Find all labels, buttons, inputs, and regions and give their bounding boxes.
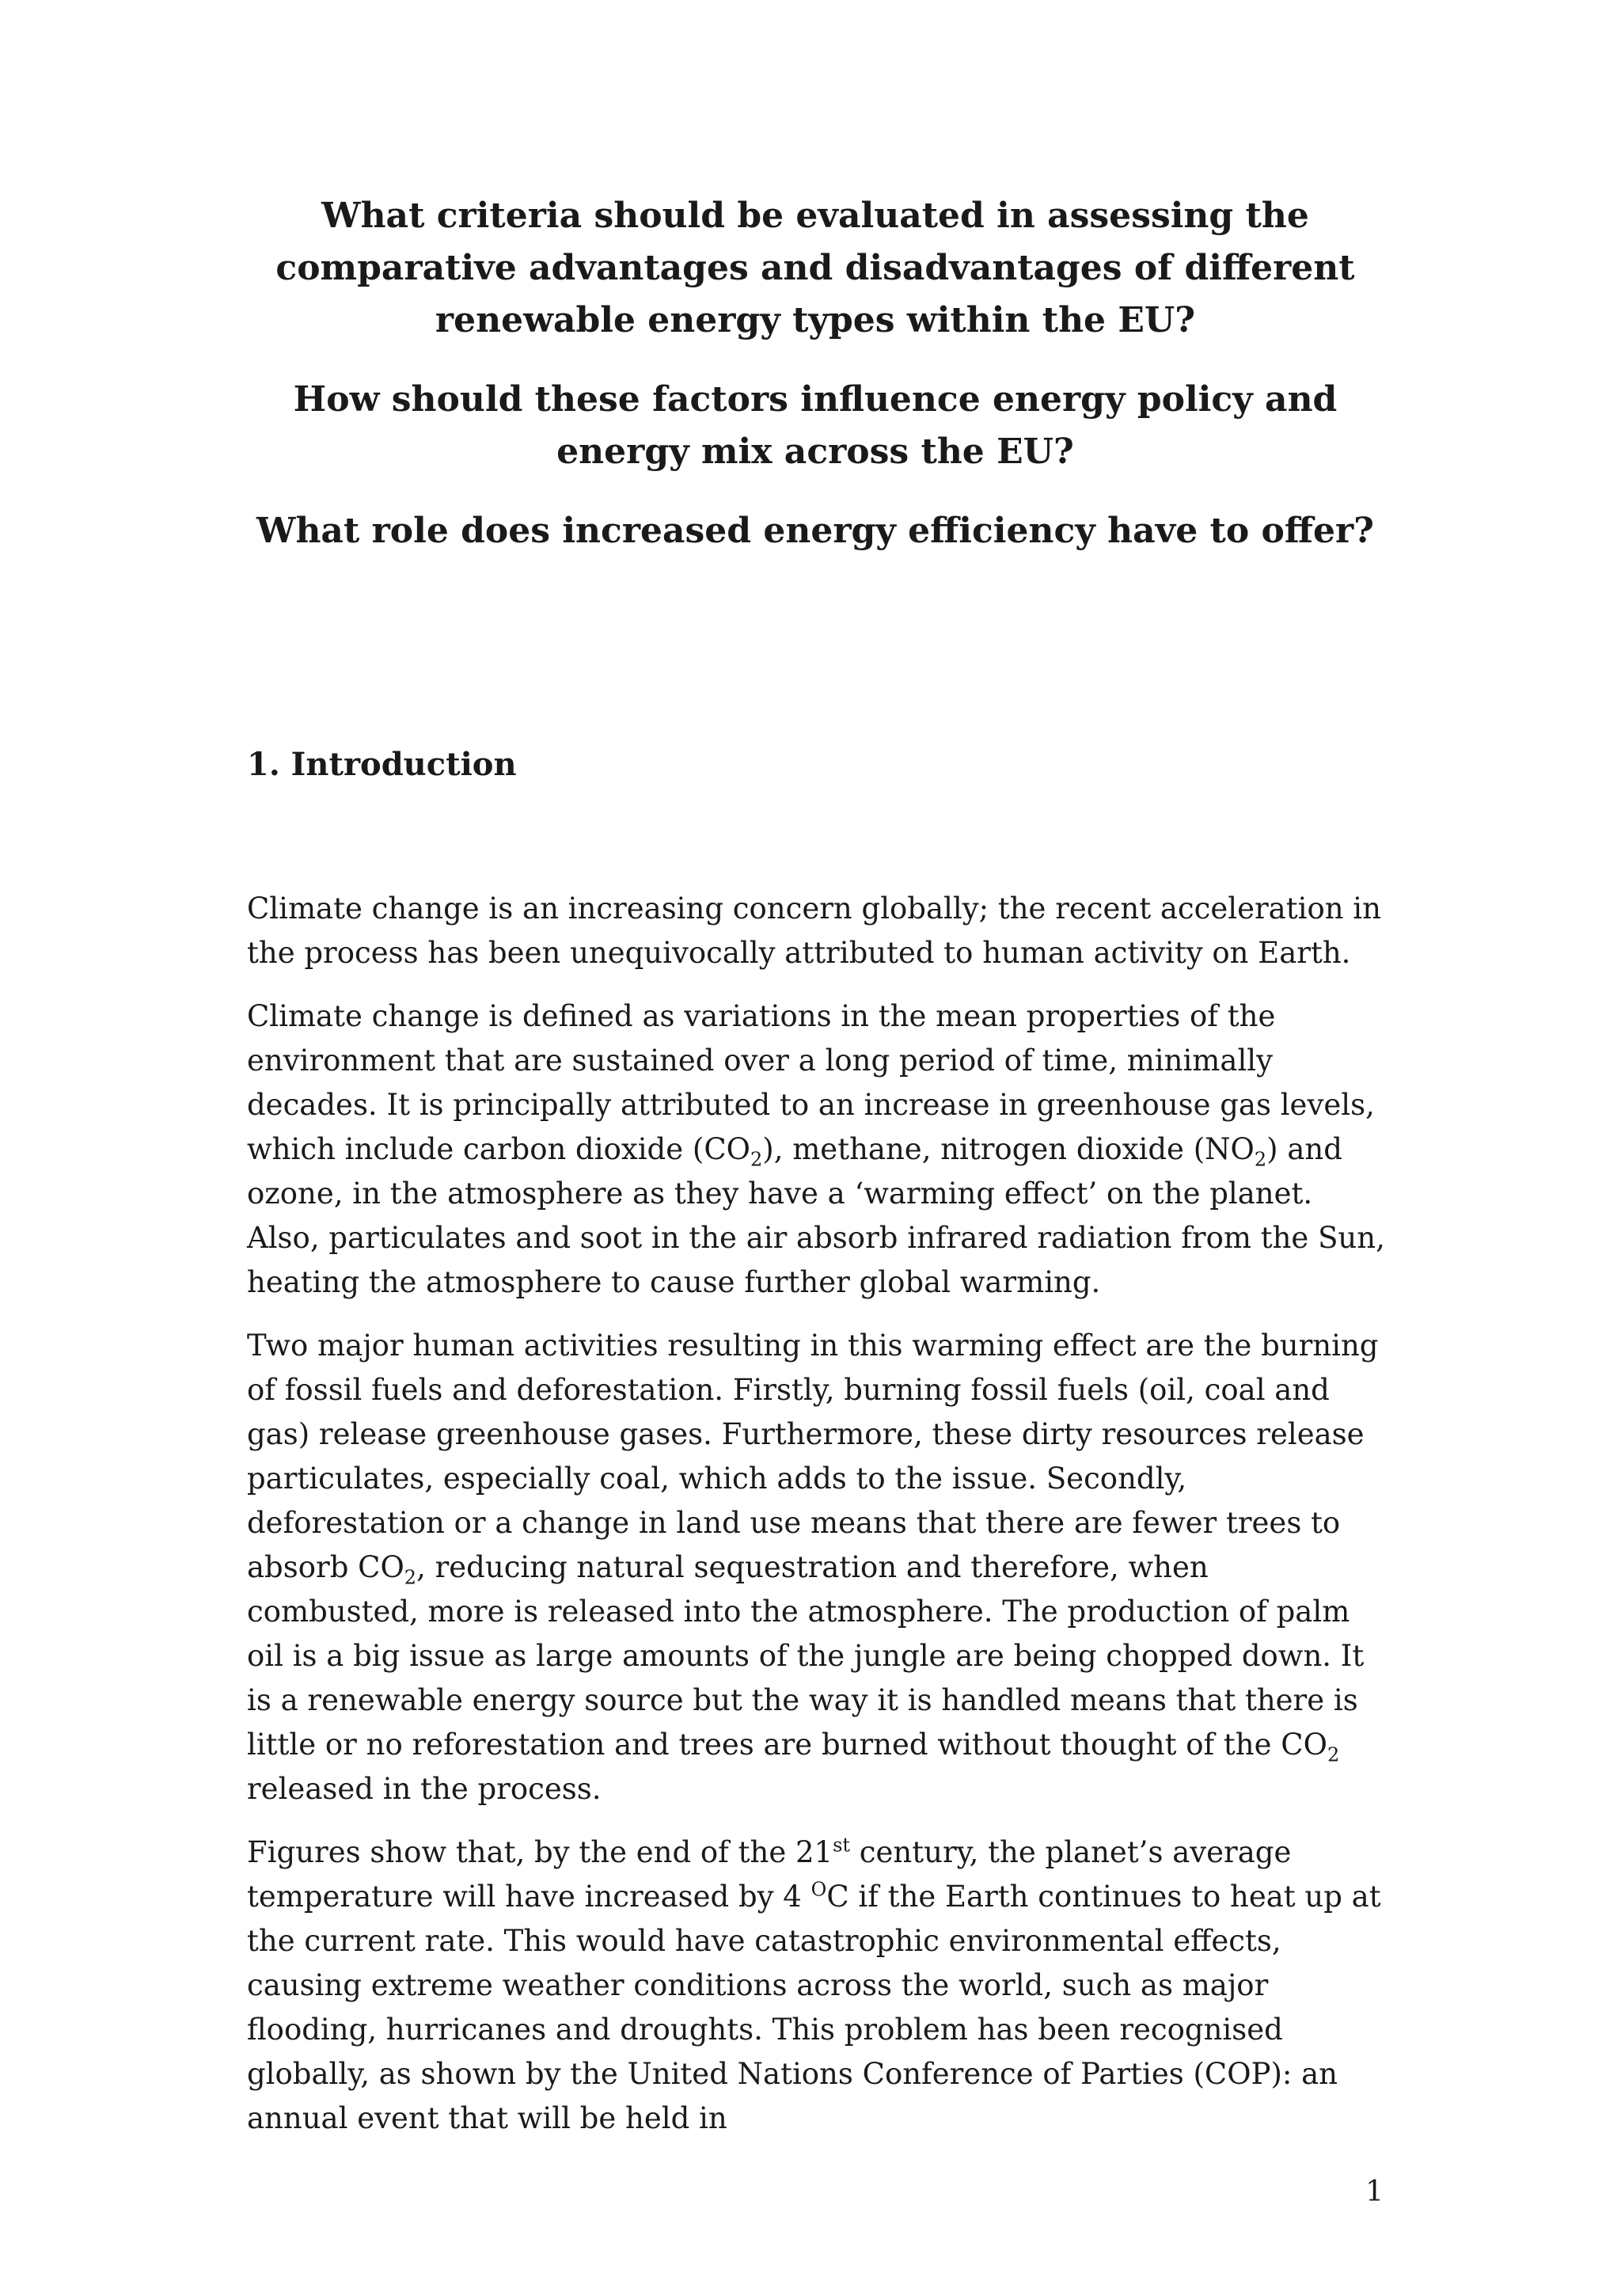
body-text [247, 887, 1387, 2160]
paragraph-2-part-a: Climate change is defined as variations in the mean properties of the environment that are sustained over a long period of time, minimally decades. It is principally attributed to an increase in greenhouse gas levels, which include carbon dioxide (CO [247, 999, 1375, 1166]
title-block [237, 190, 1393, 584]
subscript-co2: 2 [750, 1148, 763, 1171]
section-heading-introduction: 1. Introduction [247, 746, 517, 783]
superscript-st: st [833, 1834, 851, 1857]
paragraph-4-part-b: century, the planet’s average temperature will have increased by 4 [247, 1835, 1292, 1914]
subscript-no2: 2 [1254, 1148, 1267, 1171]
paragraph-2 [247, 994, 1387, 1305]
paragraph-3-part-a: Two major human activities resulting in this warming effect are the burning of fossil fuels and deforestation. Firstly, burning fossil fuels (oil, coal and gas) release greenhouse gases. Furthermore, these dirty resources release particulates, especially coal, which adds to the issue. Secondly, deforestation or a change in land use means that there are fewer trees to absorb CO [247, 1329, 1379, 1584]
paragraph-3 [247, 1324, 1387, 1811]
paragraph-3-part-c: released in the process. [247, 1772, 602, 1806]
title-question-2: How should these factors influence energy policy and energy mix across the EU? [293, 379, 1338, 472]
title-question-3: What role does increased energy efficiency have to offer? [256, 511, 1374, 551]
paragraph-1: Climate change is an increasing concern globally; the recent acceleration in the process has been unequivocally attributed to human activity on Earth. [247, 891, 1381, 970]
superscript-degree: O [810, 1878, 827, 1901]
subscript-co2: 2 [404, 1566, 417, 1589]
title-question-1: What criteria should be evaluated in assessing the comparative advantages and disadvantages of different renewable energy types within the EU? [275, 196, 1355, 340]
paragraph-2-part-b: ), methane, nitrogen dioxide (NO [762, 1132, 1255, 1166]
paragraph-3-part-b: , reducing natural sequestration and therefore, when combusted, more is released into the atmosphere. The production of palm oil is a big issue as large amounts of the jungle are being chopped down. It is a renewable energy source but the way it is handled means that there is little or no reforestation and trees are burned without thought of the CO [247, 1550, 1365, 1762]
subscript-co2: 2 [1327, 1743, 1340, 1766]
paragraph-4-part-c: C if the Earth continues to heat up at the current rate. This would have catastrophic environmental effects, causing extreme weather conditions across the world, such as major flooding, hurricanes and droughts. This problem has been recognised globally, as shown by the United Nations Conference of Parties (COP): an annual event that will be held in [247, 1880, 1381, 2135]
paragraph-4 [247, 1830, 1387, 2141]
page-number: 1 [1365, 2176, 1384, 2208]
paragraph-2-part-c: ) and ozone, in the atmosphere as they have a ‘warming effect’ on the planet. Also, particulates and soot in the air absorb infrared radiation from the Sun, heating the atmosphere to cause further global warming. [247, 1132, 1385, 1299]
paragraph-4-part-a: Figures show that, by the end of the 21 [247, 1835, 833, 1869]
